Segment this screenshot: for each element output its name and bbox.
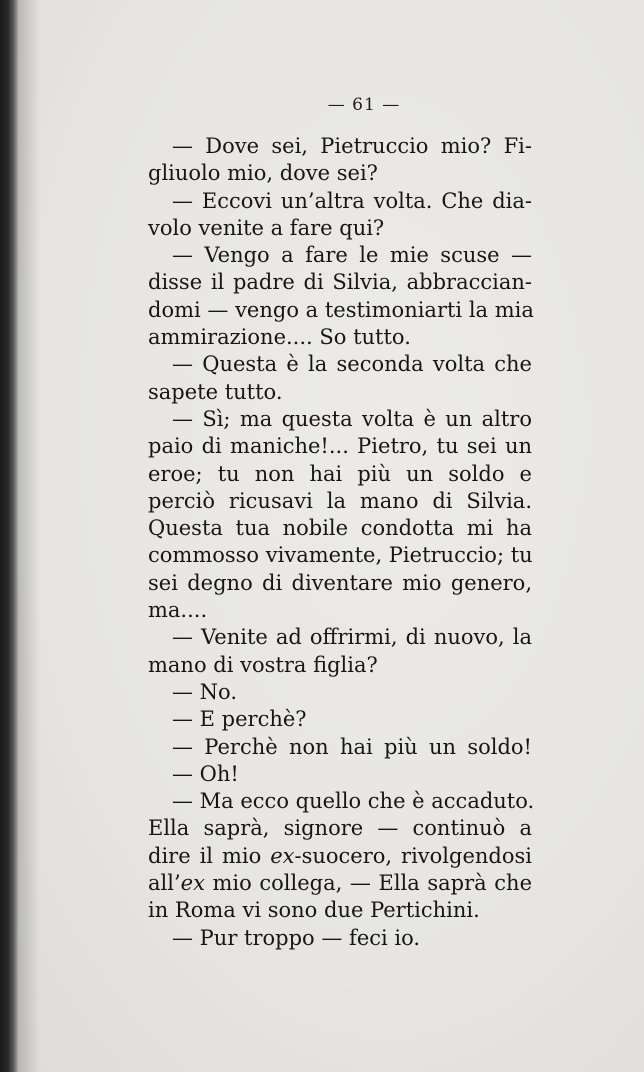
page-number: — 61 —: [327, 95, 401, 115]
text-line: ma....: [148, 598, 208, 623]
text-segment: all’: [148, 871, 181, 896]
text-line: — Ma ecco quello che è accaduto.: [172, 789, 535, 814]
text-line: paio di maniche!... Pietro, tu sei un: [148, 434, 532, 459]
italic-word: ex: [180, 871, 205, 896]
text-line: — No.: [172, 679, 237, 704]
text-line: disse il padre di Silvia, abbraccian-: [148, 270, 532, 295]
text-line: — Dove sei, Pietruccio mio? Fi-: [172, 134, 532, 158]
text-line: Ella saprà, signore — continuò a: [148, 816, 532, 841]
text-line: ammirazione.... So tutto.: [148, 325, 411, 350]
text-line: volo venite a fare qui?: [148, 215, 385, 240]
text-line: — E perchè?: [172, 707, 307, 732]
text-line: Questa tua nobile condotta mi ha: [148, 516, 532, 541]
text-line: — Perchè non hai più un soldo!: [172, 734, 532, 759]
text-line: mano di vostra figlia?: [148, 652, 378, 677]
text-line: — Questa è la seconda volta che: [172, 352, 532, 377]
text-line: — Sì; ma questa volta è un altro: [172, 406, 532, 431]
italic-word: ex: [270, 843, 295, 868]
text-line: — Oh!: [172, 761, 239, 786]
book-binding-shadow: [0, 0, 18, 1072]
text-line: perciò ricusavi la mano di Silvia.: [148, 488, 532, 513]
text-line: [148, 843, 532, 870]
text-line: in Roma vi sono due Pertichini.: [148, 898, 480, 923]
text-line: — Venite ad offrirmi, di nuovo, la: [172, 625, 532, 650]
gutter-shadow: [18, 0, 40, 1072]
text-line: eroe; tu non hai più un soldo e: [148, 461, 532, 486]
text-line: domi — vengo a testimoniarti la mia: [148, 297, 534, 322]
text-line: commosso vivamente, Pietruccio; tu: [148, 543, 533, 568]
text-line: gliuolo mio, dove sei?: [148, 161, 378, 186]
text-line: sapete tutto.: [148, 379, 283, 404]
text-segment: mio collega, — Ella saprà che: [204, 871, 532, 896]
text-line: — Eccovi un’altra volta. Che dia-: [172, 188, 532, 213]
text-line: — Vengo a fare le mie scuse —: [172, 243, 532, 268]
text-line: sei degno di diventare mio genero,: [148, 570, 532, 595]
text-line: — Pur troppo — feci io.: [172, 925, 421, 950]
body-text: [148, 133, 535, 952]
text-line: [148, 870, 532, 897]
text-segment: dire il mio: [148, 843, 271, 868]
text-segment: -suocero, rivolgendosi: [294, 843, 532, 868]
